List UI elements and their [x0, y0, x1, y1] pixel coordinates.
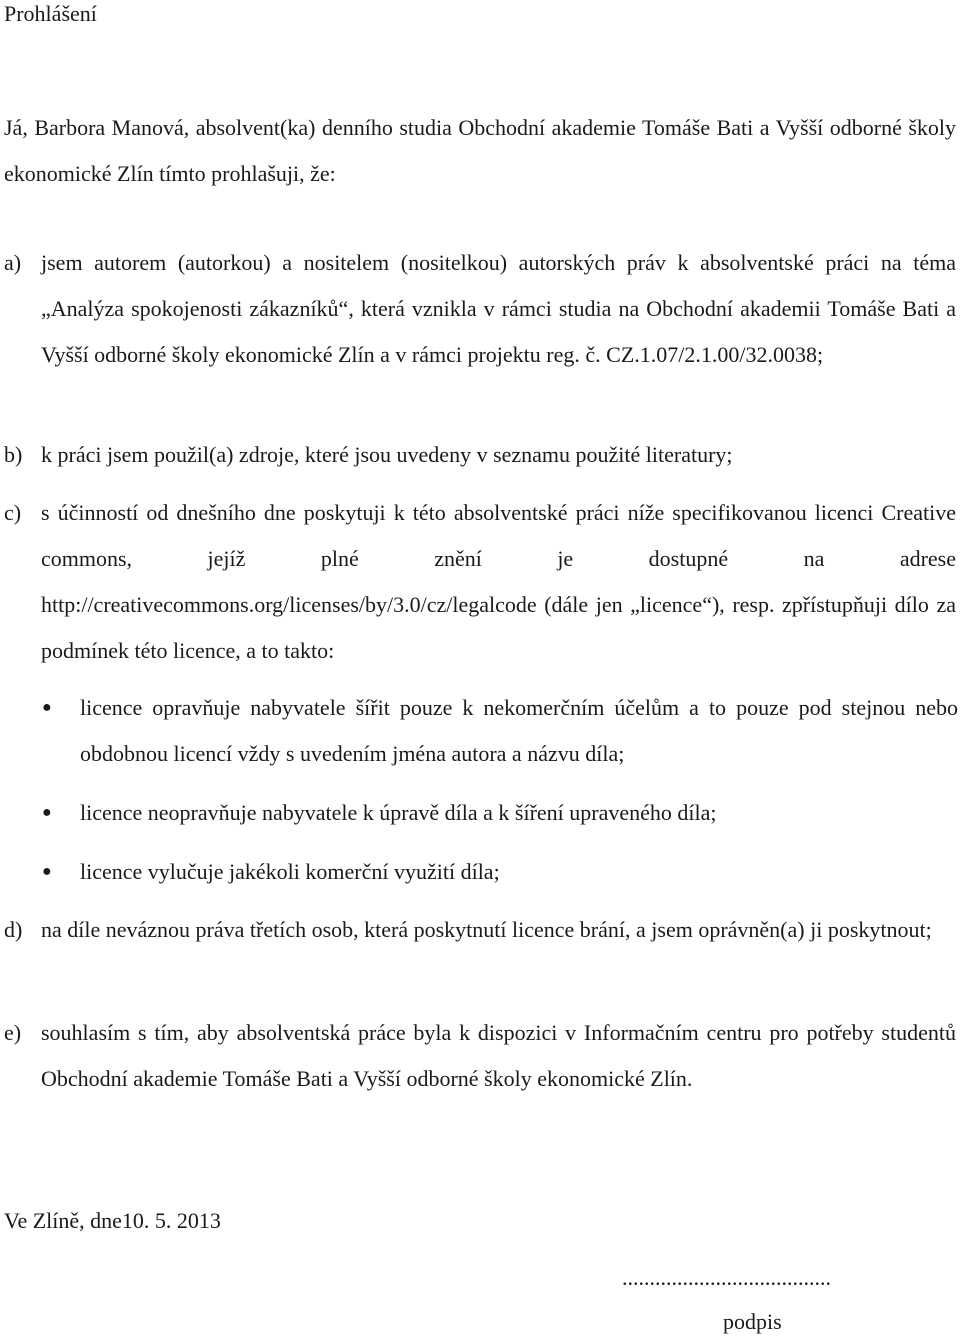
list-item-label: a)	[4, 250, 22, 275]
list-item-label: e)	[4, 1020, 22, 1045]
bullet-item-3	[4, 849, 958, 895]
bullet-icon: ●	[42, 863, 52, 880]
bullet-icon: ●	[42, 699, 52, 716]
intro-paragraph: Já, Barbora Manová, absolvent(ka) denního studia Obchodní akademie Tomáše Bati a Vyšší odborné školy ekonomické Zlín tímto prohlašuji, že:	[4, 115, 956, 186]
bullet-item-2	[4, 790, 958, 836]
signature-label: podpis	[723, 1309, 782, 1334]
date-line: Ve Zlíně, dne10. 5. 2013	[4, 1208, 221, 1233]
list-item-text: jsem autorem (autorkou) a nositelem (nositelkou) autorských práv k absolventské práci na téma „Analýza spokojenosti zákazníků“, která vznikla v rámci studia na Obchodní akademii Tomáše Bati a Vyšší odborné školy ekonomické Zlín a v rámci projektu reg. č. CZ.1.07/2.1.00/32.0038;	[41, 250, 956, 367]
list-item-text: souhlasím s tím, aby absolventská práce byla k dispozici v Informačním centru pro potřeby studentů Obchodní akademie Tomáše Bati a Vyšší odborné školy ekonomické Zlín.	[41, 1020, 956, 1091]
signature-line: ......................................	[622, 1265, 831, 1290]
list-item-a	[4, 240, 956, 378]
page-title: Prohlášení	[4, 1, 97, 26]
bullet-text: licence opravňuje nabyvatele šířit pouze k nekomerčním účelům a to pouze pod stejnou nebo obdobnou licencí vždy s uvedením jména autora a názvu díla;	[80, 695, 958, 766]
list-item-text: k práci jsem použil(a) zdroje, které jsou uvedeny v seznamu použité literatury;	[41, 442, 733, 467]
list-item-b	[4, 432, 956, 478]
bullet-icon: ●	[42, 804, 52, 821]
list-item-d	[4, 907, 956, 953]
list-item-text: s účinností od dnešního dne poskytuji k této absolventské práci níže specifikovanou licenci Creative commons, jejíž plné znění je dostupné na adrese http://creativecommons.org/licenses/by/3.0/cz/legalcode (dále jen „licence“), resp. zpřístupňuji dílo za podmínek této licence, a to takto:	[41, 500, 956, 663]
list-item-label: b)	[4, 442, 23, 467]
list-item-label: d)	[4, 917, 23, 942]
list-item-e	[4, 1010, 956, 1102]
list-item-label: c)	[4, 500, 22, 525]
list-item-text: na díle neváznou práva třetích osob, která poskytnutí licence brání, a jsem oprávněn(a) ji poskytnout;	[41, 917, 932, 942]
list-item-c	[4, 490, 956, 674]
bullet-item-1	[4, 685, 958, 777]
bullet-text: licence vylučuje jakékoli komerční využití díla;	[80, 859, 500, 884]
bullet-text: licence neopravňuje nabyvatele k úpravě díla a k šíření upraveného díla;	[80, 800, 717, 825]
